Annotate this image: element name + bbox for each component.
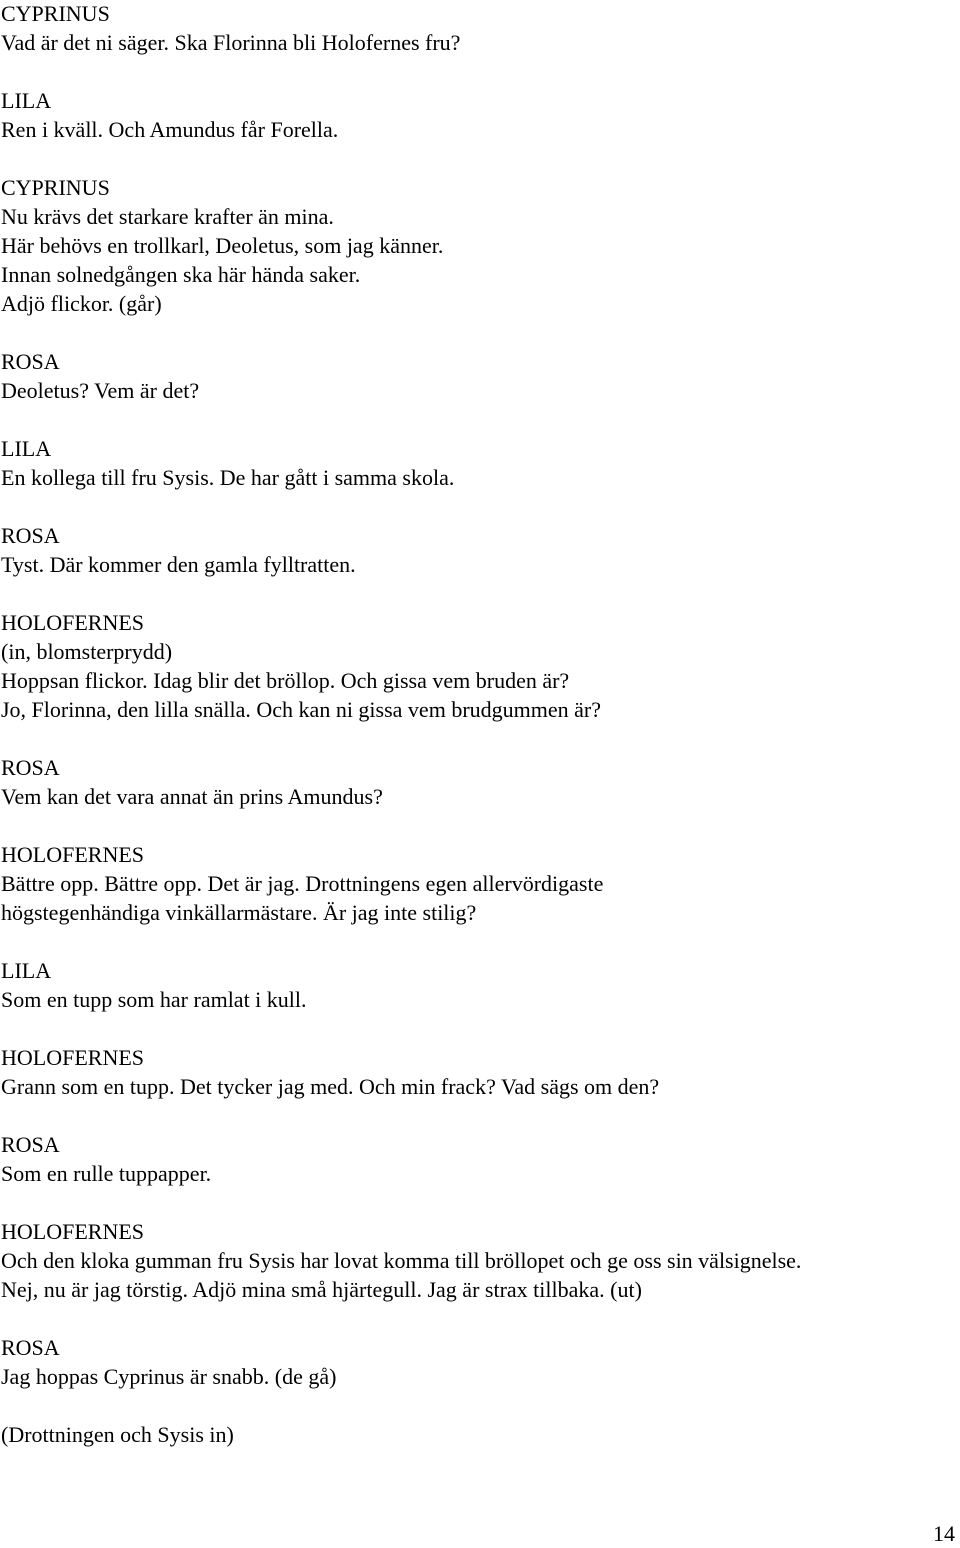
dialogue-line: Ren i kväll. Och Amundus får Forella. bbox=[1, 117, 339, 142]
dialogue-block bbox=[1, 521, 951, 579]
speaker-name: ROSA bbox=[1, 1132, 60, 1157]
dialogue-block bbox=[1, 1130, 951, 1188]
speaker-name: LILA bbox=[1, 436, 52, 461]
script-page bbox=[1, 0, 951, 1478]
speaker-name: HOLOFERNES bbox=[1, 610, 145, 635]
speaker-name: HOLOFERNES bbox=[1, 1219, 145, 1244]
dialogue-line: Vad är det ni säger. Ska Florinna bli Holofernes fru? bbox=[1, 30, 461, 55]
dialogue-line: Nej, nu är jag törstig. Adjö mina små hjärtegull. Jag är strax tillbaka. (ut) bbox=[1, 1277, 642, 1302]
speaker-name: ROSA bbox=[1, 349, 60, 374]
dialogue-block bbox=[1, 840, 951, 927]
dialogue-line: Och den kloka gumman fru Sysis har lovat komma till bröllopet och ge oss sin välsignelse. bbox=[1, 1248, 802, 1273]
dialogue-line: Bättre opp. Bättre opp. Det är jag. Drottningens egen allervördigaste bbox=[1, 871, 604, 896]
dialogue-block bbox=[1, 0, 951, 57]
dialogue-line: Adjö flickor. (går) bbox=[1, 291, 162, 316]
dialogue-line: Här behövs en trollkarl, Deoletus, som jag känner. bbox=[1, 233, 444, 258]
speaker-name: ROSA bbox=[1, 523, 60, 548]
page-number: 14 bbox=[933, 1521, 955, 1546]
dialogue-block bbox=[1, 434, 951, 492]
dialogue-line: Som en tupp som har ramlat i kull. bbox=[1, 987, 307, 1012]
dialogue-block bbox=[1, 753, 951, 811]
speaker-name: ROSA bbox=[1, 755, 60, 780]
stage-direction: (in, blomsterprydd) bbox=[1, 639, 173, 664]
dialogue-line: Som en rulle tuppapper. bbox=[1, 1161, 212, 1186]
dialogue-block bbox=[1, 347, 951, 405]
dialogue-line: Nu krävs det starkare krafter än mina. bbox=[1, 204, 334, 229]
dialogue-line: Hoppsan flickor. Idag blir det bröllop. Och gissa vem bruden är? bbox=[1, 668, 570, 693]
stage-direction: (Drottningen och Sysis in) bbox=[1, 1422, 234, 1447]
dialogue-line: Grann som en tupp. Det tycker jag med. Och min frack? Vad sägs om den? bbox=[1, 1074, 660, 1099]
dialogue-line: Deoletus? Vem är det? bbox=[1, 378, 200, 403]
dialogue-line: Tyst. Där kommer den gamla fylltratten. bbox=[1, 552, 356, 577]
speaker-name: HOLOFERNES bbox=[1, 842, 145, 867]
dialogue-block bbox=[1, 1333, 951, 1391]
dialogue-line: Innan solnedgången ska här hända saker. bbox=[1, 262, 361, 287]
dialogue-block bbox=[1, 608, 951, 724]
dialogue-line: högstegenhändiga vinkällarmästare. Är jag inte stilig? bbox=[1, 900, 477, 925]
dialogue-block bbox=[1, 173, 951, 318]
dialogue-line: Jag hoppas Cyprinus är snabb. (de gå) bbox=[1, 1364, 337, 1389]
speaker-name: CYPRINUS bbox=[1, 1, 110, 26]
dialogue-line: Vem kan det vara annat än prins Amundus? bbox=[1, 784, 383, 809]
speaker-name: ROSA bbox=[1, 1335, 60, 1360]
dialogue-block bbox=[1, 956, 951, 1014]
speaker-name: LILA bbox=[1, 958, 52, 983]
dialogue-block bbox=[1, 86, 951, 144]
speaker-name: LILA bbox=[1, 88, 52, 113]
speaker-name: CYPRINUS bbox=[1, 175, 110, 200]
dialogue-line: Jo, Florinna, den lilla snälla. Och kan ni gissa vem brudgummen är? bbox=[1, 697, 601, 722]
dialogue-line: En kollega till fru Sysis. De har gått i samma skola. bbox=[1, 465, 455, 490]
dialogue-block bbox=[1, 1043, 951, 1101]
dialogue-block bbox=[1, 1217, 951, 1304]
speaker-name: HOLOFERNES bbox=[1, 1045, 145, 1070]
stage-direction-block bbox=[1, 1420, 951, 1449]
